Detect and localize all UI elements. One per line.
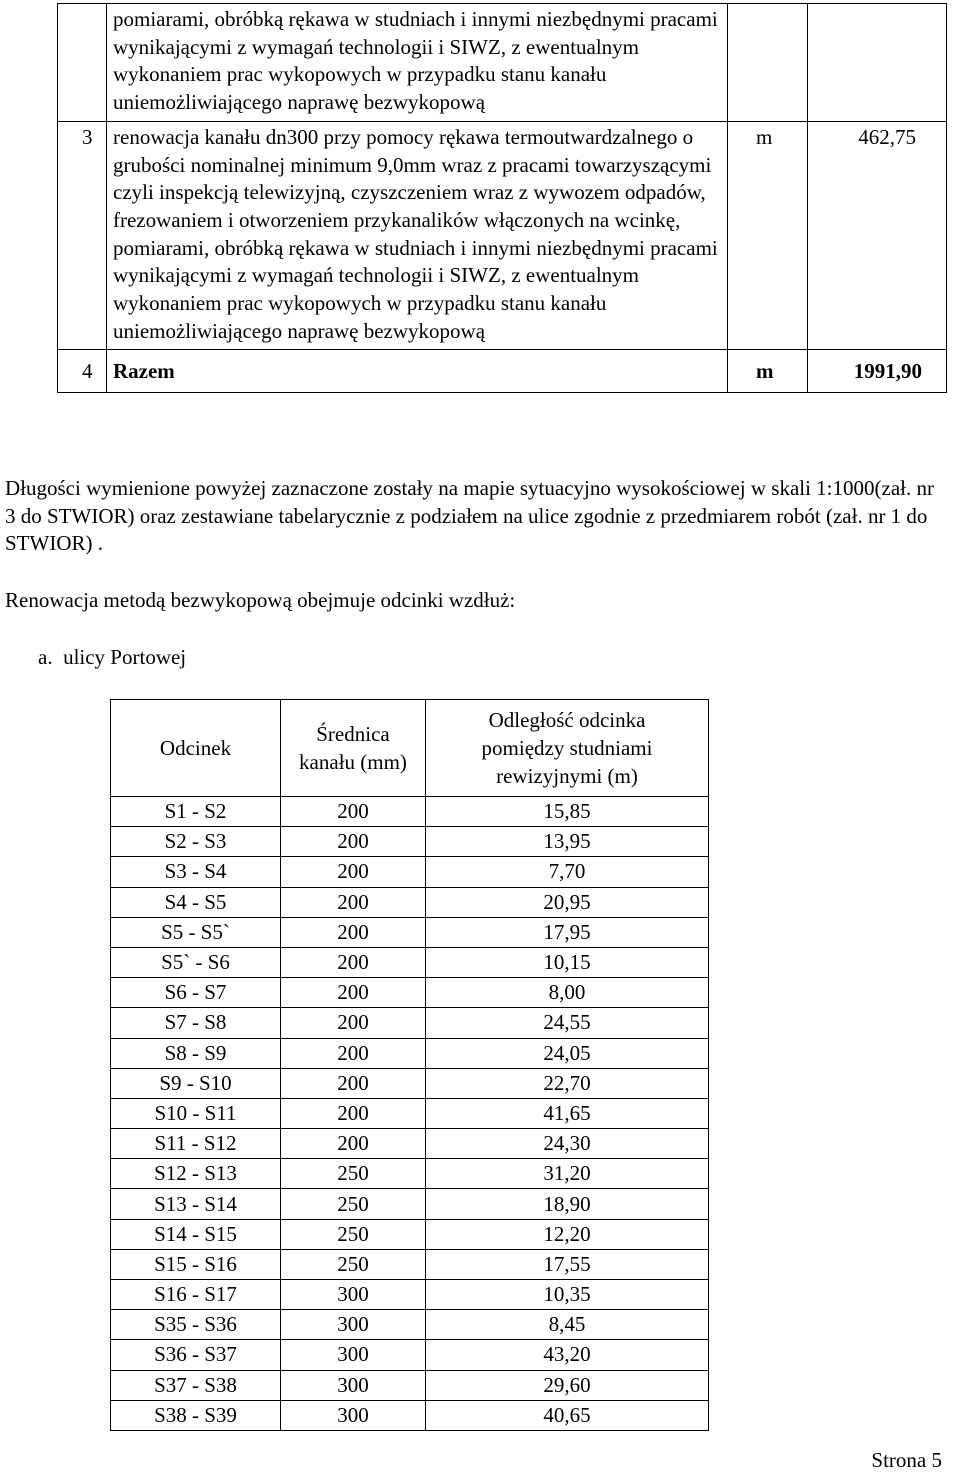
distance-cell: 15,85 bbox=[426, 797, 709, 827]
diameter-cell: 250 bbox=[281, 1249, 426, 1279]
quantity-cell bbox=[808, 4, 947, 122]
table-row bbox=[111, 1370, 709, 1400]
distance-cell: 43,20 bbox=[426, 1340, 709, 1370]
table-row bbox=[111, 1249, 709, 1279]
street-list-item: a. ulicy Portowej bbox=[38, 645, 187, 669]
diameter-cell: 200 bbox=[281, 827, 426, 857]
description-cell bbox=[107, 4, 728, 122]
segment-cell: S12 - S13 bbox=[111, 1159, 281, 1189]
table-row bbox=[111, 1310, 709, 1340]
segment-cell: S13 - S14 bbox=[111, 1189, 281, 1219]
table-row bbox=[111, 1038, 709, 1068]
table-row-total bbox=[58, 350, 947, 393]
segment-cell: S2 - S3 bbox=[111, 827, 281, 857]
segment-cell: S15 - S16 bbox=[111, 1249, 281, 1279]
segment-cell: S7 - S8 bbox=[111, 1008, 281, 1038]
diameter-cell: 200 bbox=[281, 1098, 426, 1128]
distance-cell: 12,20 bbox=[426, 1219, 709, 1249]
segment-cell: S10 - S11 bbox=[111, 1098, 281, 1128]
table-row bbox=[111, 1340, 709, 1370]
distance-cell: 10,35 bbox=[426, 1280, 709, 1310]
diameter-cell: 200 bbox=[281, 978, 426, 1008]
row-number-cell bbox=[58, 350, 107, 393]
distance-cell: 31,20 bbox=[426, 1159, 709, 1189]
header-diameter bbox=[281, 700, 426, 797]
diameter-cell: 200 bbox=[281, 797, 426, 827]
segment-cell: S14 - S15 bbox=[111, 1219, 281, 1249]
table-row bbox=[111, 1189, 709, 1219]
page-number: Strona 5 bbox=[871, 1448, 942, 1472]
row-number-cell bbox=[58, 4, 107, 122]
quantity-cell bbox=[808, 350, 947, 393]
diameter-cell: 300 bbox=[281, 1370, 426, 1400]
table-row bbox=[111, 827, 709, 857]
diameter-cell: 300 bbox=[281, 1340, 426, 1370]
table-row bbox=[111, 1280, 709, 1310]
quantity-value: 462,75 bbox=[858, 124, 916, 149]
distance-cell: 24,30 bbox=[426, 1129, 709, 1159]
unit-cell bbox=[728, 121, 808, 350]
segment-cell: S6 - S7 bbox=[111, 978, 281, 1008]
unit-value: m bbox=[756, 124, 773, 149]
segment-cell: S8 - S9 bbox=[111, 1038, 281, 1068]
distance-cell: 40,65 bbox=[426, 1400, 709, 1430]
table-row bbox=[111, 1219, 709, 1249]
segment-cell: S38 - S39 bbox=[111, 1400, 281, 1430]
header-distance-text: Odległość odcinka pomiędzy studniami rewizyjnymi (m) bbox=[481, 708, 653, 788]
segments-table bbox=[110, 699, 709, 1431]
renovation-paragraph: Renowacja metodą bezwykopową obejmuje odcinki wzdłuż: bbox=[5, 588, 516, 612]
distance-cell: 22,70 bbox=[426, 1068, 709, 1098]
unit-cell bbox=[728, 350, 808, 393]
table-row bbox=[111, 857, 709, 887]
segment-cell: S5` - S6 bbox=[111, 947, 281, 977]
unit-cell bbox=[728, 4, 808, 122]
segment-cell: S9 - S10 bbox=[111, 1068, 281, 1098]
segment-cell: S35 - S36 bbox=[111, 1310, 281, 1340]
table-row bbox=[111, 887, 709, 917]
table-header-row bbox=[111, 700, 709, 797]
table-row-3 bbox=[58, 121, 947, 350]
lengths-paragraph: Długości wymienione powyżej zaznaczone zostały na mapie sytuacyjno wysokościowej w skali 1:1000(zał. nr 3 do STWIOR) oraz zestawiane tabelarycznie z podziałem na ulice zgodnie z przedmiarem robót (zał. nr 1 do STWIOR) . bbox=[5, 476, 934, 555]
diameter-cell: 200 bbox=[281, 1068, 426, 1098]
distance-cell: 20,95 bbox=[426, 887, 709, 917]
table-row-continued bbox=[58, 4, 947, 122]
diameter-cell: 200 bbox=[281, 947, 426, 977]
header-distance bbox=[426, 700, 709, 797]
table-row bbox=[111, 947, 709, 977]
diameter-cell: 200 bbox=[281, 1008, 426, 1038]
table-row bbox=[111, 1098, 709, 1128]
diameter-cell: 200 bbox=[281, 917, 426, 947]
diameter-cell: 200 bbox=[281, 857, 426, 887]
total-unit: m bbox=[756, 358, 774, 383]
segment-cell: S5 - S5` bbox=[111, 917, 281, 947]
description-cell bbox=[107, 121, 728, 350]
item-description: renowacja kanału dn300 przy pomocy rękawa termoutwardzalnego o grubości nominalnej minimum 9,0mm wraz z pracami towarzyszącymi czyli inspekcją telewizyjną, czyszczeniem wraz z wywozem odpadów, frezowaniem i otworzeniem przykanalików włączonych na wcinkę, pomiarami, obróbką rękawa w studniach i innymi niezbędnymi pracami wynikającymi z wymagań technologii i SIWZ, z ewentualnym wykonaniem prac wykopowych w przypadku stanu kanału uniemożliwiającego naprawę bezwykopową bbox=[113, 124, 718, 343]
distance-cell: 24,05 bbox=[426, 1038, 709, 1068]
table-row bbox=[111, 797, 709, 827]
distance-cell: 29,60 bbox=[426, 1370, 709, 1400]
segment-cell: S36 - S37 bbox=[111, 1340, 281, 1370]
cost-estimate-table bbox=[57, 3, 947, 393]
row-number-cell bbox=[58, 121, 107, 350]
distance-cell: 24,55 bbox=[426, 1008, 709, 1038]
segment-cell: S16 - S17 bbox=[111, 1280, 281, 1310]
distance-cell: 7,70 bbox=[426, 857, 709, 887]
diameter-cell: 200 bbox=[281, 1129, 426, 1159]
distance-cell: 8,00 bbox=[426, 978, 709, 1008]
total-label-cell bbox=[107, 350, 728, 393]
segment-cell: S3 - S4 bbox=[111, 857, 281, 887]
table-row bbox=[111, 1400, 709, 1430]
table-row bbox=[111, 1008, 709, 1038]
distance-cell: 10,15 bbox=[426, 947, 709, 977]
table-row bbox=[111, 1129, 709, 1159]
distance-cell: 17,55 bbox=[426, 1249, 709, 1279]
diameter-cell: 300 bbox=[281, 1310, 426, 1340]
segment-cell: S37 - S38 bbox=[111, 1370, 281, 1400]
distance-cell: 18,90 bbox=[426, 1189, 709, 1219]
diameter-cell: 300 bbox=[281, 1400, 426, 1430]
row-number: 4 bbox=[82, 358, 93, 383]
diameter-cell: 300 bbox=[281, 1280, 426, 1310]
row-number: 3 bbox=[82, 124, 93, 149]
diameter-cell: 250 bbox=[281, 1219, 426, 1249]
diameter-cell: 250 bbox=[281, 1159, 426, 1189]
table-row bbox=[111, 917, 709, 947]
diameter-cell: 250 bbox=[281, 1189, 426, 1219]
segment-cell: S4 - S5 bbox=[111, 887, 281, 917]
diameter-cell: 200 bbox=[281, 887, 426, 917]
header-diameter-text: Średnica kanału (mm) bbox=[299, 722, 407, 774]
table-row bbox=[111, 978, 709, 1008]
table-row bbox=[111, 1068, 709, 1098]
distance-cell: 17,95 bbox=[426, 917, 709, 947]
header-segment: Odcinek bbox=[111, 700, 281, 797]
distance-cell: 8,45 bbox=[426, 1310, 709, 1340]
total-label: Razem bbox=[113, 358, 175, 383]
distance-cell: 41,65 bbox=[426, 1098, 709, 1128]
diameter-cell: 200 bbox=[281, 1038, 426, 1068]
total-quantity: 1991,90 bbox=[853, 358, 922, 383]
segment-cell: S1 - S2 bbox=[111, 797, 281, 827]
table-row bbox=[111, 1159, 709, 1189]
item-description: pomiarami, obróbką rękawa w studniach i innymi niezbędnymi pracami wynikającymi z wymagań technologii i SIWZ, z ewentualnym wykonaniem prac wykopowych w przypadku stanu kanału uniemożliwiającego naprawę bezwykopową bbox=[113, 7, 718, 115]
segment-cell: S11 - S12 bbox=[111, 1129, 281, 1159]
distance-cell: 13,95 bbox=[426, 827, 709, 857]
quantity-cell bbox=[808, 121, 947, 350]
